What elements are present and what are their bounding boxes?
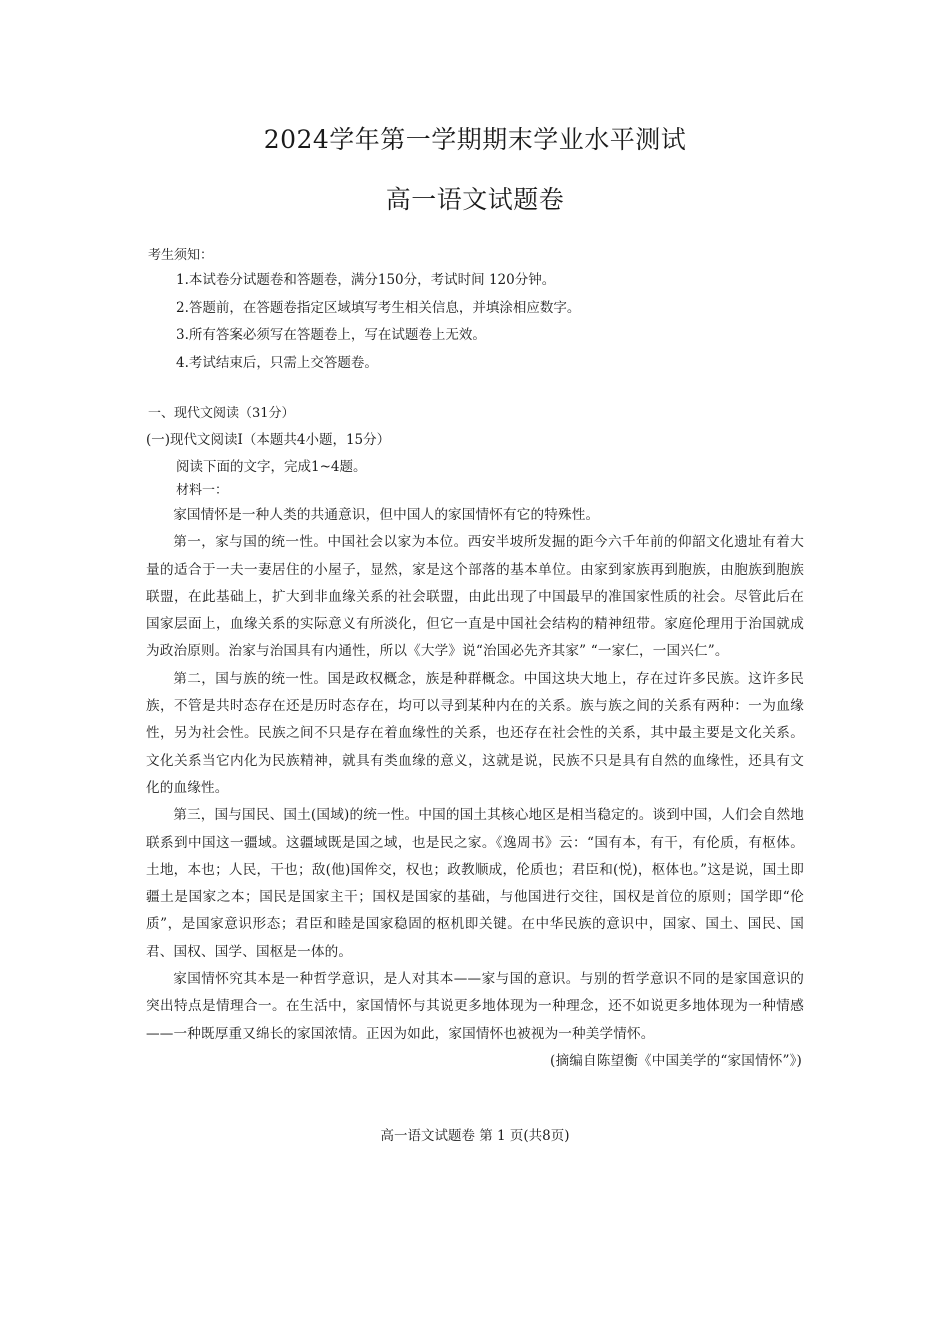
notice-list (176, 270, 580, 380)
notice-heading: 考生须知： (148, 248, 214, 263)
passage-paragraph: 家国情怀究其本是一种哲学意识，是人对其本——家与国的意识。与别的哲学意识不同的是家国意识的突出特点是情理合一。在生活中，家国情怀与其说更多地体现为一种理念，还不如说更多地体现为一种情感——一种既厚重又绵长的家国浓情。正因为如此，家国情怀也被视为一种美学情怀。 (146, 971, 804, 1042)
exam-title: 2024学年第一学期期末学业水平测试 (263, 125, 687, 154)
notice-item: 1.本试卷分试题卷和答题卷，满分150分，考试时间 120分钟。 (176, 272, 556, 288)
passage-paragraph: 家国情怀是一种人类的共通意识，但中国人的家国情怀有它的特殊性。 (173, 507, 600, 523)
exam-subtitle: 高一语文试题卷 (385, 185, 565, 214)
page-footer: 高一语文试题卷 第 1 页(共8页) (380, 1128, 570, 1144)
section-heading: 一、现代文阅读（31分） (148, 406, 295, 421)
passage-paragraph: 第三，国与国民、国土(国域)的统一性。中国的国土其核心地区是相当稳定的。谈到中国，人们会自然地联系到中国这一疆域。这疆域既是国之域，也是民之家。《逸周书》云：“国有本，有干，有伦质，有枢体。土地，本也；人民，干也；敌(他)国侔交，权也；政教顺成，伦质也；君臣和(悦)，枢体也。”这是说，国土即疆土是国家之本；国民是国家主干；国权是国家的基础，与他国进行交往，国权是首位的原则；国学即“伦质”，是国家意识形态；君臣和睦是国家稳固的枢机即关键。在中华民族的意识中，国家、国土、国民、国君、国权、国学、国枢是一体的。 (146, 807, 804, 960)
passage-source: (摘编自陈望衡《中国美学的“家国情怀”》) (550, 1052, 802, 1069)
notice-item: 4.考试结束后，只需上交答题卷。 (176, 354, 378, 371)
notice-item: 2.答题前，在答题卷指定区域填写考生相关信息，并填涂相应数字。 (176, 299, 581, 316)
notice-item: 3.所有答案必须写在答题卷上，写在试题卷上无效。 (176, 327, 486, 343)
material-label: 材料一： (176, 483, 229, 498)
reading-passage (146, 502, 804, 1075)
passage-paragraph: 第二，国与族的统一性。国是政权概念，族是种群概念。中国这块大地上，存在过许多民族。这许多民族，不管是共时态存在还是历时态存在，均可以寻到某种内在的关系。族与族之间的关系有两种：一为血缘性，另为社会性。民族之间不只是存在着血缘性的关系，也还存在社会性的关系，其中最主要是文化关系。文化关系当它内化为民族精神，就具有类血缘的意义，这就是说，民族不只是具有自然的血缘性，还具有文化的血缘性。 (146, 670, 804, 796)
passage-paragraph: 第一，家与国的统一性。中国社会以家为本位。西安半坡所发掘的距今六千年前的仰韶文化遗址有着大量的适合于一夫一妻居住的小屋子，显然，家是这个部落的基本单位。由家到家族再到胞族，由胞族到胞族联盟，在此基础上，扩大到非血缘关系的社会联盟，由此出现了中国最早的准国家性质的社会。尽管此后在国家层面上，血缘关系的实际意义有所淡化，但它一直是中国社会结构的精神纽带。家庭伦理用于治国就成为政治原则。治家与治国具有内通性，所以《大学》说“治国必先齐其家” “一家仁，一国兴仁”。 (146, 534, 804, 660)
section-subheading: (一)现代文阅读Ⅰ（本题共4小题，15分） (146, 432, 391, 448)
reading-instruction: 阅读下面的文字，完成1~4题。 (176, 459, 367, 475)
